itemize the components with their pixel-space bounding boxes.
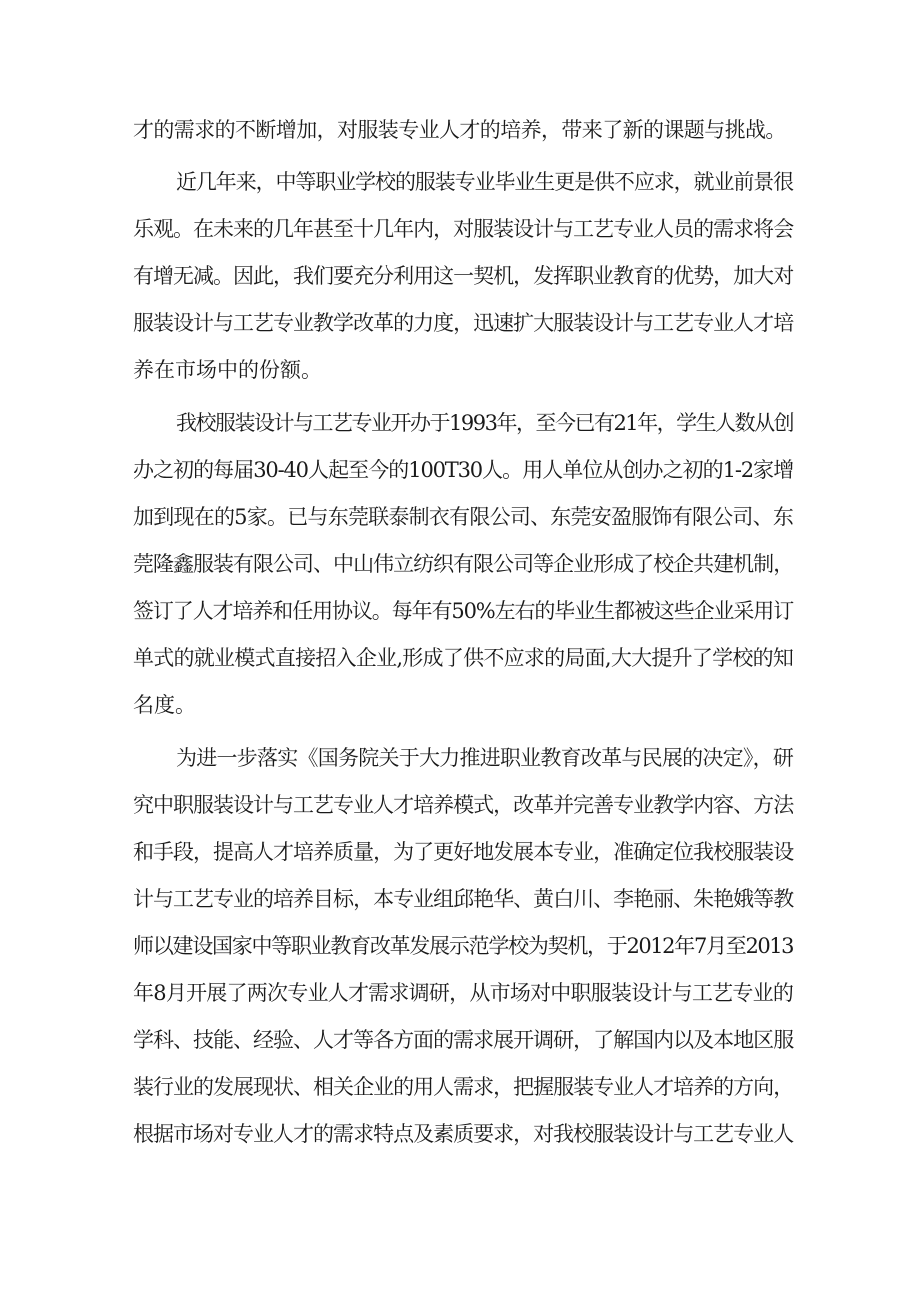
paragraph-2-line-5: 养在市场中的份额。 — [133, 358, 322, 382]
paragraph-4-line-4: 计与工艺专业的培养目标，本专业组邱艳华、黄白川、李艳丽、朱艳娥等教 — [133, 887, 793, 911]
paragraph-4-line-8: 装行业的发展现状、相关企业的用人需求，把握服装专业人才培养的方向， — [133, 1075, 793, 1099]
paragraph-2-line-2: 乐观。在未来的几年甚至十几年内，对服装设计与工艺专业人员的需求将会 — [133, 217, 793, 241]
paragraph-2-line-1: 近几年来，中等职业学校的服装专业毕业生更是供不应求，就业前景很 — [176, 170, 793, 194]
paragraph-4-line-5: 师以建设国家中等职业教育改革发展示范学校为契机，于2012年7月至2013 — [133, 934, 793, 958]
paragraph-3-line-4: 莞隆鑫服装有限公司、中山伟立纺织有限公司等企业形成了校企共建机制， — [133, 552, 793, 576]
paragraph-3-line-2: 办之初的每届30-40人起至今的100T30人。用人单位从创办之初的1-2家增 — [133, 458, 793, 482]
paragraph-4-line-9: 根据市场对专业人才的需求特点及素质要求，对我校服装设计与工艺专业人 — [133, 1122, 793, 1146]
paragraph-4-line-1: 为进一步落实《国务院关于大力推进职业教育改革与民展的决定》，研 — [176, 746, 793, 770]
paragraph-3-line-1: 我校服装设计与工艺专业开办于1993年，至今已有21年，学生人数从创 — [176, 411, 794, 435]
paragraph-3-line-3: 加到现在的5家。已与东莞联泰制衣有限公司、东莞安盈服饰有限公司、东 — [133, 505, 793, 529]
paragraph-3-line-5: 签订了人才培养和任用协议。每年有50%左右的毕业生都被这些企业采用订 — [133, 599, 793, 623]
paragraph-3-line-7: 名度。 — [133, 693, 196, 717]
paragraph-4-line-7: 学科、技能、经验、人才等各方面的需求展开调研，了解国内以及本地区服 — [133, 1028, 793, 1052]
paragraph-4-line-6: 年8月开展了两次专业人才需求调研，从市场对中职服装设计与工艺专业的 — [133, 981, 793, 1005]
paragraph-2-line-4: 服装设计与工艺专业教学改革的力度，迅速扩大服装设计与工艺专业人才培 — [133, 311, 793, 335]
paragraph-2-line-3: 有增无减。因此，我们要充分利用这一契机，发挥职业教育的优势，加大对 — [133, 264, 793, 288]
paragraph-1-line-1: 才的需求的不断增加，对服装专业人才的培养，带来了新的课题与挑战。 — [133, 118, 786, 142]
paragraph-4-line-2: 究中职服装设计与工艺专业人才培养模式，改革并完善专业教学内容、方法 — [133, 793, 793, 817]
paragraph-4-line-3: 和手段，提高人才培养质量，为了更好地发展本专业，准确定位我校服装设 — [133, 840, 793, 864]
paragraph-3-line-6: 单式的就业模式直接招入企业,形成了供不应求的局面,大大提升了学校的知 — [133, 646, 793, 670]
